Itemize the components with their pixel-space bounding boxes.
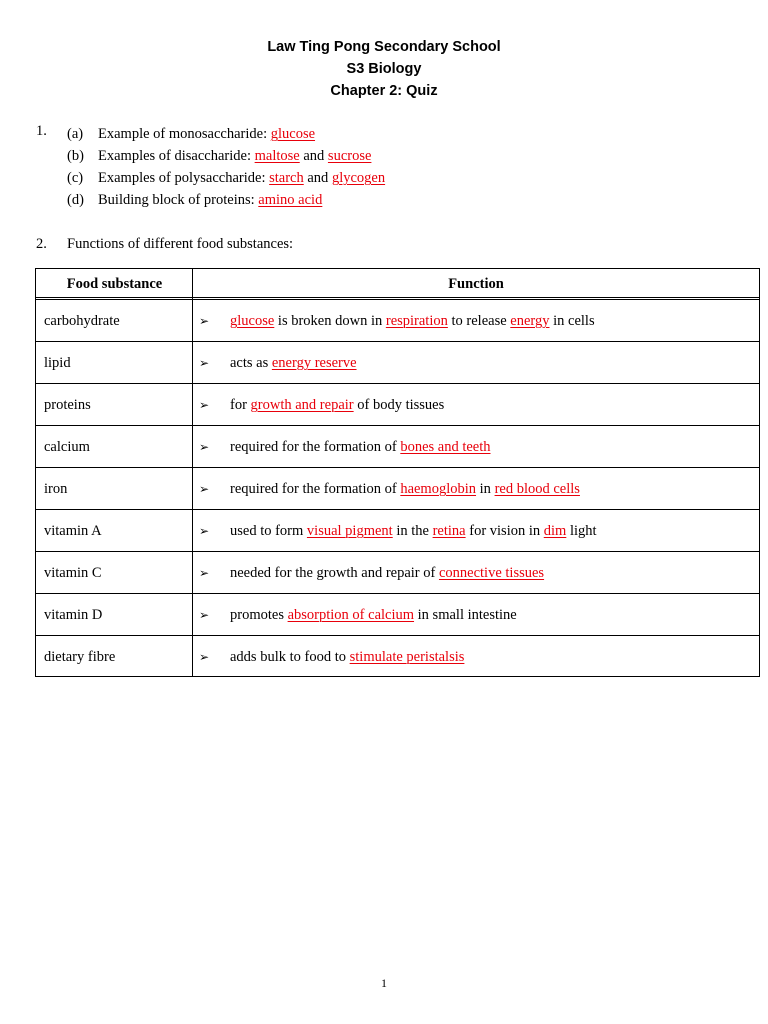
prompt-text: light bbox=[566, 523, 597, 539]
food-substance-cell: calcium bbox=[44, 439, 90, 455]
answer-text: energy bbox=[510, 313, 550, 329]
question-1-item bbox=[67, 189, 322, 211]
answer-text: glycogen bbox=[331, 170, 386, 186]
answer-text: growth and repair bbox=[250, 397, 354, 413]
item-label: (d) bbox=[67, 192, 84, 208]
answer-text: connective tissues bbox=[438, 565, 545, 581]
prompt-text: adds bulk to food to bbox=[230, 649, 350, 665]
question-1-item bbox=[67, 145, 371, 167]
function-cell bbox=[230, 300, 595, 342]
answer-text: bones and teeth bbox=[400, 439, 491, 455]
answer-text: haemoglobin bbox=[400, 481, 477, 497]
food-substance-cell: iron bbox=[44, 481, 68, 497]
prompt-text: is broken down in bbox=[274, 313, 386, 329]
arrow-bullet-icon: ➢ bbox=[199, 608, 210, 622]
answer-text: energy reserve bbox=[271, 355, 357, 371]
prompt-text: for vision in bbox=[465, 523, 544, 539]
item-label: (a) bbox=[67, 126, 84, 142]
function-cell bbox=[230, 468, 580, 510]
answer-text: maltose bbox=[254, 148, 300, 164]
food-substance-cell: dietary fibre bbox=[44, 649, 116, 665]
question-number: 1. bbox=[36, 123, 47, 139]
table-row bbox=[36, 468, 759, 510]
table-row bbox=[36, 636, 759, 678]
prompt-text: required for the formation of bbox=[230, 481, 401, 497]
arrow-bullet-icon: ➢ bbox=[199, 482, 210, 496]
prompt-text: and bbox=[303, 170, 332, 186]
answer-text: visual pigment bbox=[306, 523, 393, 539]
question-number: 2. bbox=[36, 236, 47, 252]
function-cell bbox=[230, 384, 444, 426]
food-substance-cell: proteins bbox=[44, 397, 91, 413]
prompt-text: required for the formation of bbox=[230, 439, 401, 455]
answer-text: retina bbox=[432, 523, 466, 539]
answer-text: glucose bbox=[270, 126, 316, 142]
prompt-text: Examples of polysaccharide: bbox=[98, 170, 270, 186]
table-row bbox=[36, 342, 759, 384]
table-row bbox=[36, 552, 759, 594]
answer-text: glucose bbox=[230, 313, 275, 329]
function-cell bbox=[230, 426, 491, 468]
food-substance-cell: lipid bbox=[44, 355, 71, 371]
school-name: Law Ting Pong Secondary School bbox=[267, 39, 501, 55]
question-2-text: Functions of different food substances: bbox=[67, 236, 294, 252]
table-row bbox=[36, 426, 759, 468]
table-row bbox=[36, 594, 759, 636]
food-substance-cell: carbohydrate bbox=[44, 313, 120, 329]
prompt-text: for bbox=[230, 397, 251, 413]
answer-text: dim bbox=[543, 523, 567, 539]
prompt-text: Example of monosaccharide: bbox=[98, 126, 271, 142]
function-cell bbox=[230, 552, 544, 594]
prompt-text: in bbox=[476, 481, 495, 497]
answer-text: respiration bbox=[385, 313, 448, 329]
prompt-text: of body tissues bbox=[353, 397, 445, 413]
arrow-bullet-icon: ➢ bbox=[199, 356, 210, 370]
arrow-bullet-icon: ➢ bbox=[199, 650, 210, 664]
arrow-bullet-icon: ➢ bbox=[199, 314, 210, 328]
document-header bbox=[0, 36, 768, 102]
prompt-text: Building block of proteins: bbox=[98, 192, 259, 208]
arrow-bullet-icon: ➢ bbox=[199, 398, 210, 412]
table-row bbox=[36, 510, 759, 552]
table-header-row bbox=[36, 269, 759, 299]
table-row bbox=[36, 384, 759, 426]
answer-text: sucrose bbox=[327, 148, 372, 164]
function-cell bbox=[230, 510, 597, 552]
prompt-text: used to form bbox=[230, 523, 307, 539]
food-substance-cell: vitamin C bbox=[44, 565, 102, 581]
question-1-item bbox=[67, 167, 385, 189]
arrow-bullet-icon: ➢ bbox=[199, 440, 210, 454]
item-label: (c) bbox=[67, 170, 84, 186]
prompt-text: Examples of disaccharide: bbox=[98, 148, 255, 164]
prompt-text: acts as bbox=[230, 355, 272, 371]
column-header-food-substance: Food substance bbox=[66, 276, 163, 292]
arrow-bullet-icon: ➢ bbox=[199, 566, 210, 580]
prompt-text: in small intestine bbox=[414, 607, 517, 623]
course-name: S3 Biology bbox=[346, 61, 422, 77]
item-label: (b) bbox=[67, 148, 84, 164]
question-1-item bbox=[67, 123, 315, 145]
page-number: 1 bbox=[381, 976, 387, 990]
prompt-text: and bbox=[299, 148, 328, 164]
function-cell bbox=[230, 342, 357, 384]
function-cell bbox=[230, 594, 517, 636]
answer-text: amino acid bbox=[258, 192, 323, 208]
food-substance-table bbox=[35, 268, 760, 677]
prompt-text: to release bbox=[447, 313, 511, 329]
answer-text: absorption of calcium bbox=[287, 607, 415, 623]
prompt-text: needed for the growth and repair of bbox=[230, 565, 439, 581]
quiz-title: Chapter 2: Quiz bbox=[330, 83, 438, 99]
prompt-text: promotes bbox=[230, 607, 288, 623]
function-cell bbox=[230, 636, 464, 678]
answer-text: starch bbox=[269, 170, 304, 186]
answer-text: red blood cells bbox=[494, 481, 580, 497]
table-row bbox=[36, 300, 759, 342]
food-substance-cell: vitamin D bbox=[44, 607, 103, 623]
answer-text: stimulate peristalsis bbox=[349, 649, 465, 665]
arrow-bullet-icon: ➢ bbox=[199, 524, 210, 538]
prompt-text: in the bbox=[392, 523, 433, 539]
column-header-function: Function bbox=[448, 276, 504, 292]
food-substance-cell: vitamin A bbox=[44, 523, 102, 539]
prompt-text: in cells bbox=[549, 313, 595, 329]
